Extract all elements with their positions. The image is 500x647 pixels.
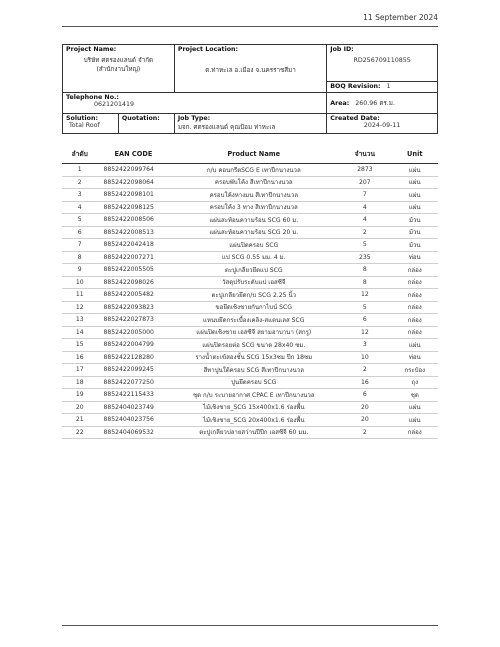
quantity: 5 (338, 301, 391, 314)
quotation-cell (118, 114, 174, 134)
quantity: 12 (338, 326, 391, 339)
created-date-label: Created Date: (330, 115, 380, 122)
product-name: ก/บ คอนกรีตSCG E เทาปีกนางนวล (169, 164, 338, 177)
solution-cell (63, 114, 119, 134)
product-name: แผ่นสะท้อนความร้อน SCG 60 ม. (169, 214, 338, 227)
job-id-label: Job ID: (330, 46, 354, 53)
product-name: ไม้เชิงชาย_SCG 20x400x1.6 ร่องพื้น (169, 414, 338, 427)
quantity: 235 (338, 251, 391, 264)
quantity: 4 (338, 214, 391, 227)
product-name: ไม้เชิงชาย_SCG 15x400x1.6 ร่องพื้น (169, 401, 338, 414)
ean-code: 8852422042418 (98, 239, 170, 252)
header-divider (62, 26, 438, 27)
job-type-cell (174, 114, 326, 134)
unit: ท่อน (392, 251, 439, 264)
unit: แผ่น (392, 339, 439, 352)
product-name: แผ่นปิดรอยต่อ SCG ขนาด 28x40 ซม. (169, 339, 338, 352)
column-header-unit: Unit (392, 145, 439, 164)
job-id-cell (327, 45, 438, 82)
quantity: 8 (338, 276, 391, 289)
quantity: 2 (338, 226, 391, 239)
quantity: 2 (338, 364, 391, 377)
unit: กล่อง (392, 276, 439, 289)
row-number: 5 (62, 214, 98, 227)
boq-revision-cell (327, 82, 438, 93)
unit: แผ่น (392, 164, 439, 177)
unit: ท่อน (392, 351, 439, 364)
table-row (62, 201, 438, 214)
quantity: 207 (338, 176, 391, 189)
quantity: 2 (338, 426, 391, 439)
row-number: 2 (62, 176, 98, 189)
ean-code: 8852422004799 (98, 339, 170, 352)
row-number: 6 (62, 226, 98, 239)
row-number: 13 (62, 314, 98, 327)
row-number: 19 (62, 389, 98, 402)
job-type-label: Job Type: (177, 115, 211, 122)
column-header-no: ลำดับ (62, 145, 98, 164)
product-name: ครอบโค้งหางมน สีเทาปีกนางนวล (169, 189, 338, 202)
project-location-label: Project Location: (177, 46, 239, 53)
table-row (62, 339, 438, 352)
table-row (62, 189, 438, 202)
unit: กล่อง (392, 314, 439, 327)
row-number: 4 (62, 201, 98, 214)
job-id-value: RD256709110855 (353, 57, 411, 64)
telephone-label: Telephone No.: (66, 94, 119, 101)
unit: ม้วน (392, 239, 439, 252)
ean-code: 8852422027873 (98, 314, 170, 327)
ean-code: 8852404069532 (98, 426, 170, 439)
ean-code: 8852422128280 (98, 351, 170, 364)
unit: กล่อง (392, 326, 439, 339)
unit: ถุง (392, 376, 439, 389)
ean-code: 8852422115433 (98, 389, 170, 402)
quantity: 20 (338, 414, 391, 427)
boq-items-table (62, 145, 438, 439)
table-row (62, 414, 438, 427)
product-name: แผ่นปิดเชิงชาย เอสซีจี สยามฮาบานา (สกรู) (169, 326, 338, 339)
area-value: 260.96 ตร.ม. (355, 100, 395, 107)
job-type-value: มจก. ศตรองแลนด์ คุณป้อม ท่าหะเล (177, 124, 276, 131)
ean-code: 8852404023749 (98, 401, 170, 414)
table-row (62, 326, 438, 339)
row-number: 11 (62, 289, 98, 302)
created-date-value: 2024-09-11 (363, 122, 401, 129)
ean-code: 8852422098026 (98, 276, 170, 289)
area-label: Area: (330, 100, 350, 107)
quantity: 6 (338, 389, 391, 402)
ean-code: 8852422098125 (98, 201, 170, 214)
project-name-value: บริษัท ศตรองแลนด์ จำกัด (สำนักงานใหญ่) (83, 57, 154, 74)
quantity: 12 (338, 289, 391, 302)
project-info-table (62, 44, 438, 134)
quantity: 8 (338, 264, 391, 277)
row-number: 7 (62, 239, 98, 252)
unit: ชุด (392, 389, 439, 402)
unit: แผ่น (392, 176, 439, 189)
table-row (62, 226, 438, 239)
product-name: สีทาปูนใต้ครอบ SCG สีเทาปีกนางนวล (169, 364, 338, 377)
column-header-product-name: Product Name (169, 145, 338, 164)
table-row (62, 376, 438, 389)
row-number: 12 (62, 301, 98, 314)
unit: ม้วน (392, 214, 439, 227)
project-location-value: ต.ท่าหะเล อ.เมือง จ.นครราชสีมา (205, 67, 296, 74)
unit: กล่อง (392, 264, 439, 277)
product-name: ชุด ก/บ ระบายอากาศ CPAC E เทาปีกนางนวล (169, 389, 338, 402)
ean-code: 8852422098064 (98, 176, 170, 189)
ean-code: 8852422005482 (98, 289, 170, 302)
ean-code: 8852422098101 (98, 189, 170, 202)
ean-code: 8852422005000 (98, 326, 170, 339)
table-row (62, 251, 438, 264)
column-header-quantity: จำนวน (338, 145, 391, 164)
quotation-label: Quotation: (121, 115, 160, 122)
quantity: 10 (338, 351, 391, 364)
telephone-cell (63, 93, 327, 114)
quantity: 20 (338, 401, 391, 414)
quantity: 3 (338, 339, 391, 352)
row-number: 14 (62, 326, 98, 339)
product-name: แผ่นปิดครอบ SCG (169, 239, 338, 252)
unit: แผ่น (392, 201, 439, 214)
quantity: 6 (338, 314, 391, 327)
items-table-body (62, 164, 438, 439)
solution-value: Total Roof (69, 122, 100, 129)
unit: แผ่น (392, 189, 439, 202)
unit: กล่อง (392, 289, 439, 302)
ean-code: 8852404023756 (98, 414, 170, 427)
ean-code: 8852422008513 (98, 226, 170, 239)
ean-code: 8852422005505 (98, 264, 170, 277)
product-name: แหนบยึดกระเบื้องเคลิง-สแตนเลส SCG (169, 314, 338, 327)
telephone-value: 0621201419 (94, 101, 135, 108)
area-cell (327, 93, 438, 114)
items-table-header-row (62, 145, 438, 164)
row-number: 1 (62, 164, 98, 177)
product-name: แผ่นสะท้อนความร้อน SCG 20 ม. (169, 226, 338, 239)
unit: กล่อง (392, 426, 439, 439)
boq-revision-value: 1 (386, 83, 391, 90)
quantity: 2873 (338, 164, 391, 177)
product-name: ขอยึดเชิงชายกันกาไบน์ SCG (169, 301, 338, 314)
table-row (62, 164, 438, 177)
table-row (62, 389, 438, 402)
ean-code: 8852422007271 (98, 251, 170, 264)
unit: กระป๋อง (392, 364, 439, 377)
ean-code: 8852422093823 (98, 301, 170, 314)
ean-code: 8852422077250 (98, 376, 170, 389)
table-row (62, 314, 438, 327)
quantity: 4 (338, 201, 391, 214)
row-number: 21 (62, 414, 98, 427)
ean-code: 8852422099245 (98, 364, 170, 377)
row-number: 8 (62, 251, 98, 264)
table-row (62, 289, 438, 302)
created-date-cell (327, 114, 438, 134)
row-number: 15 (62, 339, 98, 352)
solution-label: Solution: (66, 115, 98, 122)
ean-code: 8852422099764 (98, 164, 170, 177)
boq-revision-label: BOQ Revision: (330, 83, 381, 90)
table-row (62, 401, 438, 414)
table-row (62, 264, 438, 277)
unit: แผ่น (392, 401, 439, 414)
ean-code: 8852422008506 (98, 214, 170, 227)
table-row (62, 351, 438, 364)
project-location-cell (174, 45, 326, 93)
product-name: ตะปูเกลียวปลายสว่านปีปีก เอสซีจี 60 มม. (169, 426, 338, 439)
table-row (62, 214, 438, 227)
table-row (62, 364, 438, 377)
row-number: 17 (62, 364, 98, 377)
product-name: รางน้ำตะเข้สองชั้น SCG 15x3ซม ปีก 18ซม (169, 351, 338, 364)
table-row (62, 301, 438, 314)
quantity: 7 (338, 189, 391, 202)
project-name-cell (63, 45, 175, 93)
project-name-label: Project Name: (66, 46, 117, 53)
product-name: ตะปูเกลียวยึดก/บ SCG 2.25 นิ้ว (169, 289, 338, 302)
footer-divider (62, 625, 438, 626)
table-row (62, 276, 438, 289)
row-number: 18 (62, 376, 98, 389)
row-number: 20 (62, 401, 98, 414)
table-row (62, 426, 438, 439)
row-number: 3 (62, 189, 98, 202)
product-name: วัสดุปรับระดับแป เอสซีจี (169, 276, 338, 289)
row-number: 9 (62, 264, 98, 277)
column-header-ean: EAN CODE (98, 145, 170, 164)
product-name: ตะปูเกลียวยึดแป SCG (169, 264, 338, 277)
product-name: ครอบพับโค้ง สีเทาปีกนางนวล (169, 176, 338, 189)
row-number: 22 (62, 426, 98, 439)
unit: แผ่น (392, 414, 439, 427)
product-name: แป SCG 0.55 มม. 4 ม. (169, 251, 338, 264)
unit: ม้วน (392, 226, 439, 239)
product-name: ครอบโค้ง 3 ทาง สีเทาปีกนางนวล (169, 201, 338, 214)
table-row (62, 176, 438, 189)
unit: กล่อง (392, 301, 439, 314)
quantity: 5 (338, 239, 391, 252)
document-date: 11 September 2024 (363, 13, 438, 22)
product-name: ปูนยึดครอบ SCG (169, 376, 338, 389)
quantity: 16 (338, 376, 391, 389)
table-row (62, 239, 438, 252)
row-number: 16 (62, 351, 98, 364)
row-number: 10 (62, 276, 98, 289)
